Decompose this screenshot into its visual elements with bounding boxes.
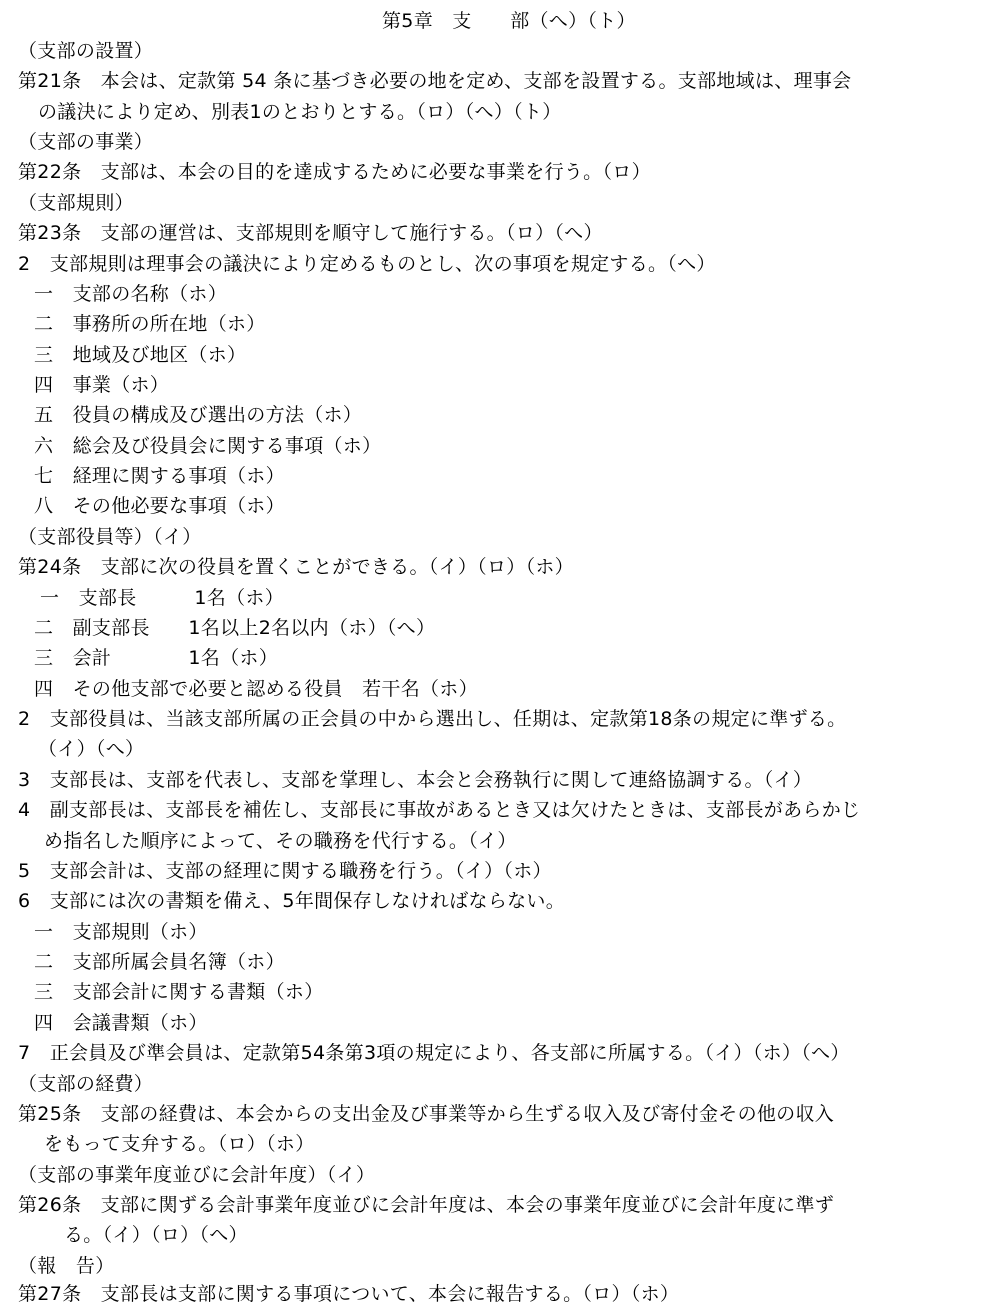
- heading-branch-fiscal-year: （支部の事業年度並びに会計年度）（イ）: [18, 1164, 376, 1186]
- heading-branch-officers: （支部役員等）（イ）: [18, 526, 202, 548]
- heading-branch-business: （支部の事業）: [18, 131, 154, 153]
- article-24-para-5: 5 支部会計は、支部の経理に関する職務を行う。（イ）（ホ）: [18, 860, 552, 882]
- list-item: 三 支部会計に関する書類（ホ）: [34, 981, 324, 1003]
- article-25-cont: をもって支弁する。（ロ）（ホ）: [44, 1133, 315, 1155]
- article-21: 第21条 本会は、定款第 54 条に基づき必要の地を定め、支部を設置する。支部地域は、理事会: [18, 70, 852, 92]
- article-24-para-3: 3 支部長は、支部を代表し、支部を掌理し、本会と会務執行に関して連絡協調する。（イ）: [18, 769, 813, 791]
- article-26: 第26条 支部に関ずる会計事業年度並びに会計年度は、本会の事業年度並びに会計年度に準ず: [18, 1194, 835, 1216]
- list-item: 六 総会及び役員会に関する事項（ホ）: [34, 435, 382, 457]
- article-27: 第27条 支部長は支部に関する事項について、本会に報告する。（ロ）（ホ）: [18, 1283, 680, 1305]
- list-item: 二 事務所の所在地（ホ）: [34, 313, 266, 335]
- article-21-cont: の議決により定め、別表1のとおりとする。（ロ）（へ）（ト）: [38, 101, 562, 123]
- article-24-para-6: 6 支部には次の書類を備え、5年間保存しなければならない。: [18, 890, 566, 912]
- article-26-cont: る。（イ）（ロ）（へ）: [64, 1224, 248, 1246]
- heading-branch-expenses: （支部の経費）: [18, 1073, 154, 1095]
- heading-report: （報 告）: [18, 1255, 115, 1277]
- article-24-para-2-cont: （イ）（へ）: [38, 738, 145, 760]
- article-24: 第24条 支部に次の役員を置くことができる。（イ）（ロ）（ホ）: [18, 556, 574, 578]
- article-23-para-2: 2 支部規則は理事会の議決により定めるものとし、次の事項を規定する。（へ）: [18, 253, 716, 275]
- article-22: 第22条 支部は、本会の目的を達成するために必要な事業を行う。（ロ）: [18, 161, 651, 183]
- chapter-title: 第5章 支 部（へ）（ト）: [382, 10, 636, 32]
- list-item: 一 支部長 1名（ホ）: [40, 587, 284, 609]
- heading-branch-rules: （支部規則）: [18, 192, 134, 214]
- list-item: 三 地域及び地区（ホ）: [34, 344, 247, 366]
- article-25: 第25条 支部の経費は、本会からの支出金及び事業等から生ずる収入及び寄付金その他の収入: [18, 1103, 835, 1125]
- list-item: 一 支部の名称（ホ）: [34, 283, 228, 305]
- list-item: 七 経理に関する事項（ホ）: [34, 465, 285, 487]
- list-item: 三 会計 1名（ホ）: [34, 647, 278, 669]
- article-24-para-7: 7 正会員及び準会員は、定款第54条第3項の規定により、各支部に所属する。（イ）（ホ）（へ）: [18, 1042, 850, 1064]
- list-item: 四 その他支部で必要と認める役員 若干名（ホ）: [34, 678, 478, 700]
- list-item: 一 支部規則（ホ）: [34, 921, 208, 943]
- list-item: 二 副支部長 1名以上2名以内（ホ）（へ）: [34, 617, 436, 639]
- heading-branch-establishment: （支部の設置）: [18, 40, 154, 62]
- article-24-para-4: 4 副支部長は、支部長を補佐し、支部長に事故があるとき又は欠けたときは、支部長があらかじ: [18, 799, 861, 821]
- article-24-para-4-cont: め指名した順序によって、その職務を代行する。（イ）: [44, 830, 517, 852]
- list-item: 八 その他必要な事項（ホ）: [34, 495, 285, 517]
- list-item: 二 支部所属会員名簿（ホ）: [34, 951, 285, 973]
- list-item: 五 役員の構成及び選出の方法（ホ）: [34, 404, 363, 426]
- list-item: 四 会議書類（ホ）: [34, 1012, 208, 1034]
- article-24-para-2: 2 支部役員は、当該支部所属の正会員の中から選出し、任期は、定款第18条の規定に準ずる。: [18, 708, 847, 730]
- list-item: 四 事業（ホ）: [34, 374, 170, 396]
- article-23: 第23条 支部の運営は、支部規則を順守して施行する。（ロ）（へ）: [18, 222, 603, 244]
